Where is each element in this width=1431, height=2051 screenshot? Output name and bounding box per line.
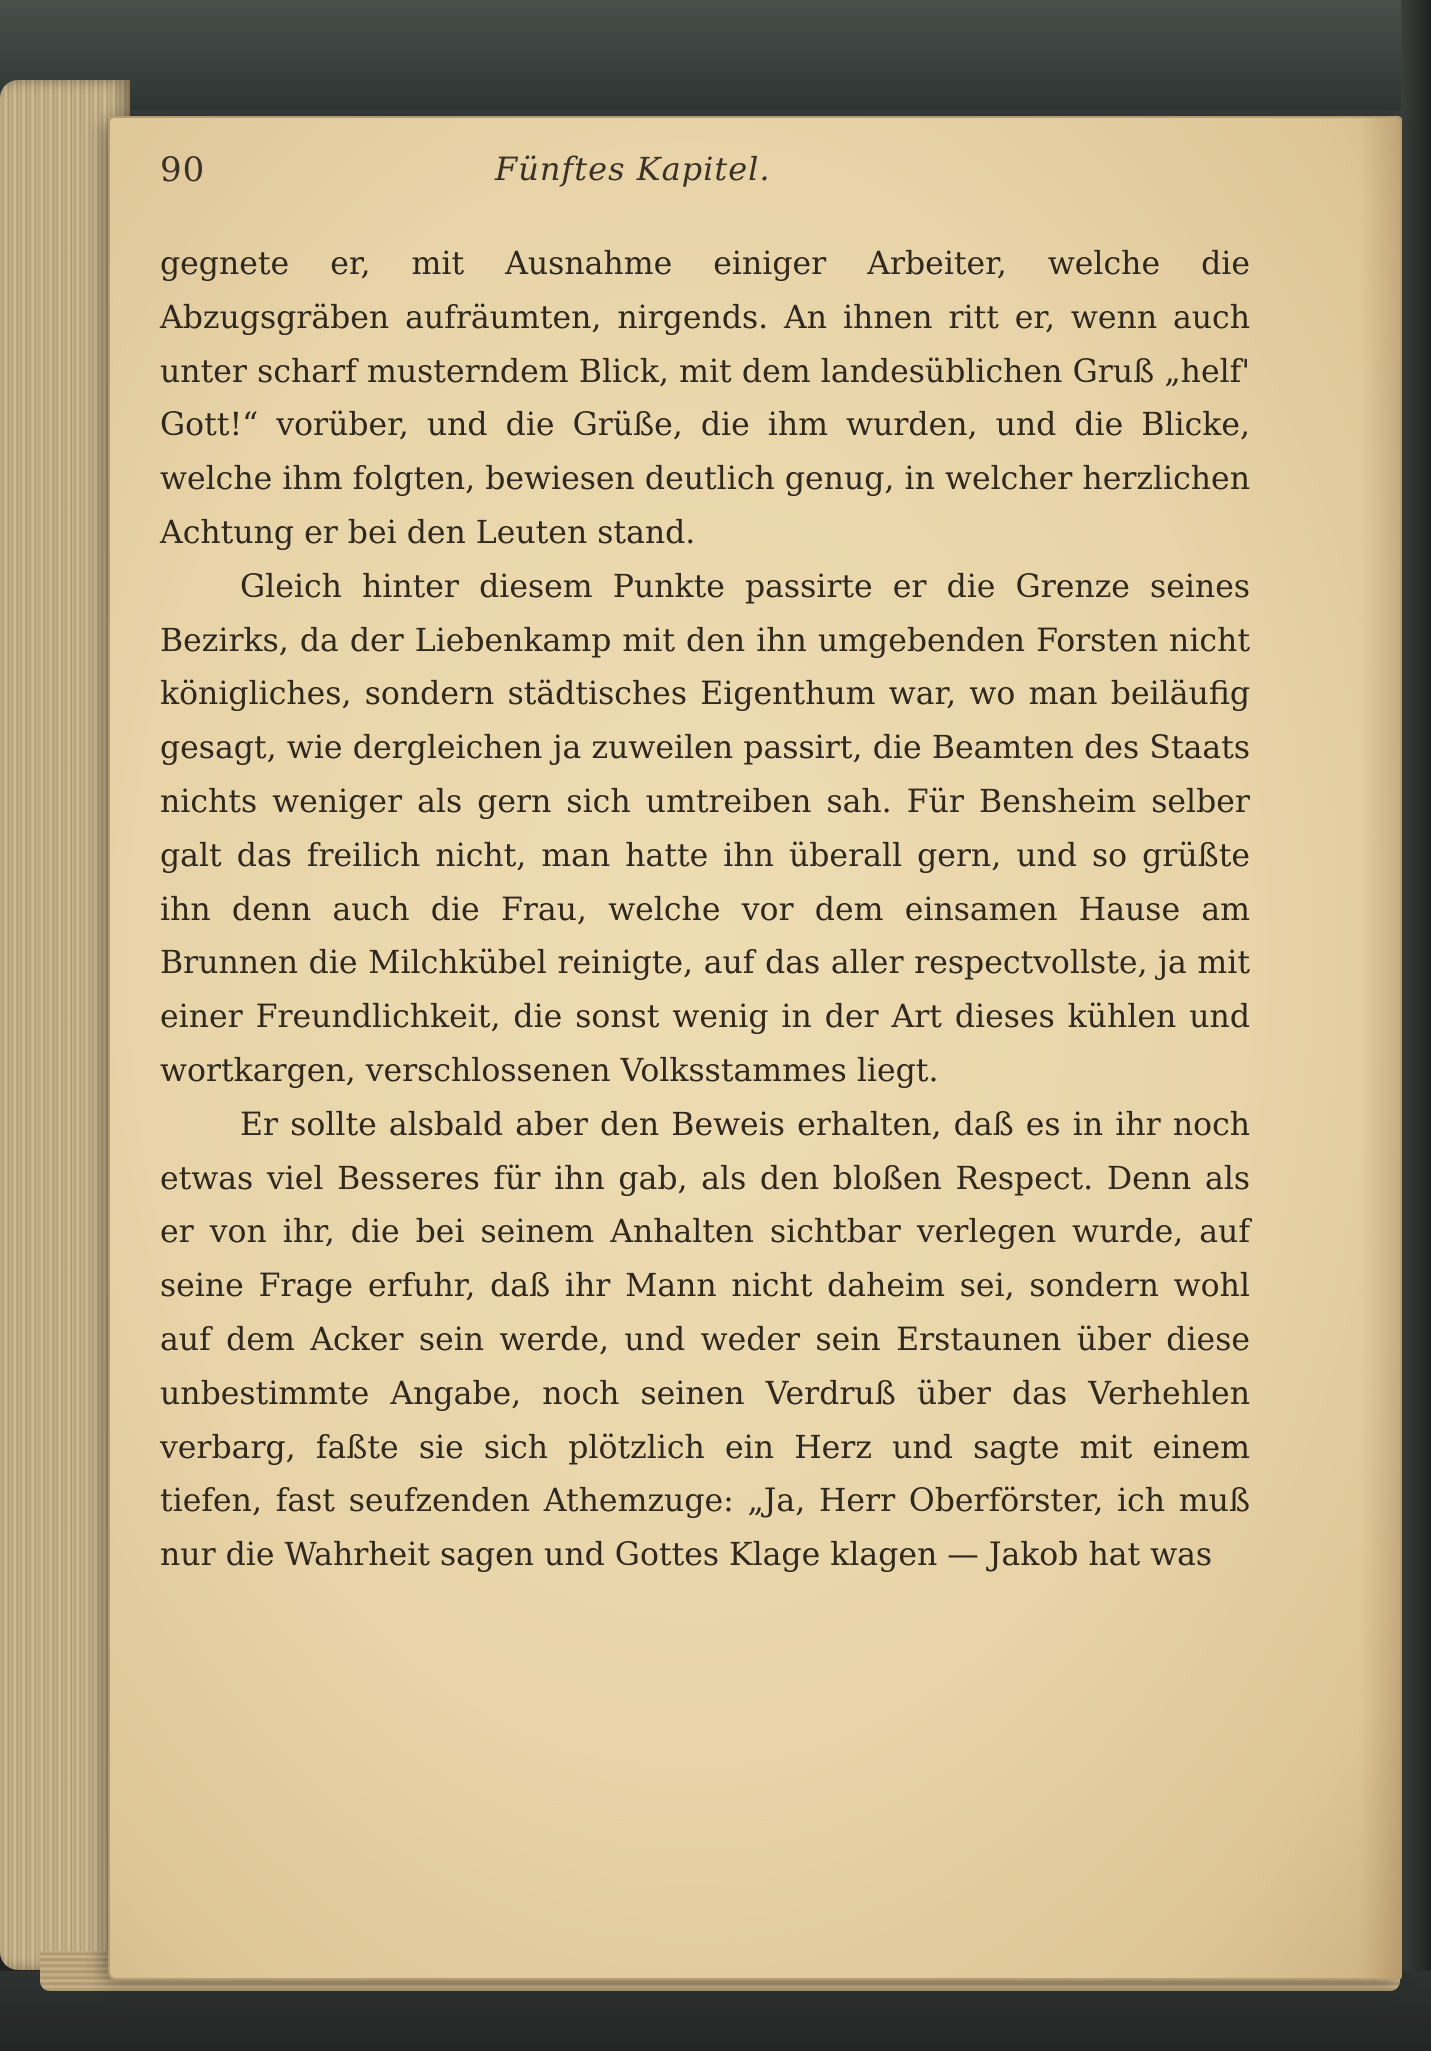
body-text	[160, 238, 1250, 1583]
running-head: Fünftes Kapitel.	[495, 150, 771, 188]
book-cover-right-edge	[1401, 0, 1431, 2051]
page-header	[160, 150, 1260, 210]
paragraph-1: gegnete er, mit Ausnahme einiger Arbeiter, welche die Abzugsgräben aufräumten, nirgends. An ihnen ritt er, wenn auch unter scharf musterndem Blick, mit dem landesüblichen Gruß „helf' Gott!“ vorüber, und die Grüße, die ihm wurden, und die Blicke, welche ihm folgten, bewiesen deutlich genug, in welcher herzlichen Achtung er bei den Leuten stand.	[160, 246, 1250, 551]
book-cover-top-edge	[0, 0, 1431, 110]
gutter-shadow	[1360, 118, 1400, 1978]
paragraph-3: Er sollte alsbald aber den Beweis erhalten, daß es in ihr noch etwas viel Besseres für ihn gab, als den bloßen Respect. Denn als er von ihr, die bei seinem Anhalten sichtbar verlegen wurde, auf seine Frage erfuhr, daß ihr Mann nicht daheim sei, sondern wohl auf dem Acker sein werde, und weder sein Erstaunen über diese unbestimmte Angabe, noch seinen Verdruß über das Verhehlen verbarg, faßte sie sich plötzlich ein Herz und sagte mit einem tiefen, fast seufzenden Athemzuge: „Ja, Herr Oberförster, ich muß nur die Wahrheit sagen und Gottes Klage klagen — Jakob hat was	[160, 1106, 1250, 1574]
page-number: 90	[160, 150, 206, 190]
paragraph-2: Gleich hinter diesem Punkte passirte er die Grenze seines Bezirks, da der Liebenkamp mit den ihn umgebenden Forsten nicht königliches, sondern städtisches Eigenthum war, wo man beiläufig gesagt, wie dergleichen ja zuweilen passirt, die Beamten des Staats nichts weniger als gern sich umtreiben sah. Für Bensheim selber galt das freilich nicht, man hatte ihn überall gern, und so grüßte ihn denn auch die Frau, welche vor dem einsamen Hause am Brunnen die Milchkübel reinigte, auf das aller respectvollste, ja mit einer Freundlichkeit, die sonst wenig in der Art dieses kühlen und wortkargen, verschlossenen Volksstammes liegt.	[160, 568, 1250, 1089]
